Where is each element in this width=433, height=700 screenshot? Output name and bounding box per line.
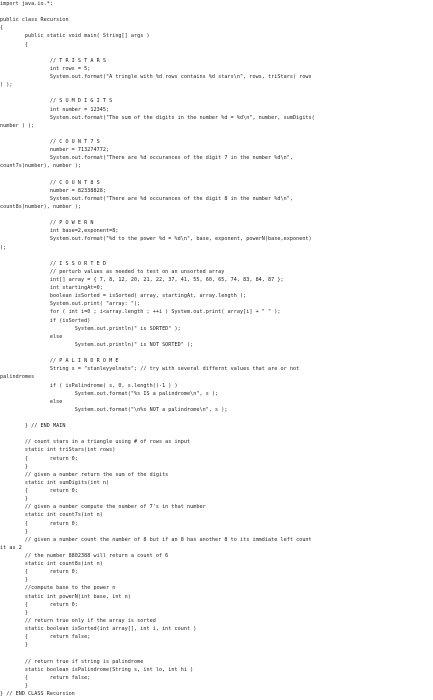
code-line: else [0, 333, 63, 340]
code-line: } [0, 528, 29, 535]
code-line: public static void main( String[] args ) [0, 33, 150, 40]
code-line: boolean isSorted = isSorted( array, startingAt, array.length ); [0, 293, 247, 300]
code-line: System.out.format("There are %d occurances of the digit 7 in the number %d\n", [0, 155, 293, 162]
code-line: for ( int i=0 ; i<array.length ; ++i ) System.out.print( array[i] + " " ); [0, 309, 281, 316]
code-line: count7s(number), number ); [0, 163, 82, 170]
code-line: int number = 12345; [0, 106, 110, 113]
code-line: static int triStars(int rows) [0, 447, 116, 454]
code-line: static boolean isPalindrome(String s, int lo, int hi ) [0, 666, 194, 673]
code-line: // count stars in a triangle using # of rows as input [0, 439, 191, 446]
code-line: // C O U N T 7 S [0, 139, 100, 145]
code-line: // given a number count the number of 8 but if an 8 has another 8 to its immdiate left count [0, 536, 312, 543]
code-line: } // END MAIN [0, 423, 66, 430]
code-line: } [0, 609, 29, 616]
code-line: palindromes [0, 374, 35, 381]
code-line: // S U M D I G I T S [0, 98, 113, 105]
code-line: // given a number return the sum of the digits [0, 471, 169, 478]
code-line: int rows = 5; [0, 65, 91, 72]
code-line: System.out.println(" is SORTED" ); [0, 325, 181, 332]
code-line: { return false; [0, 634, 91, 641]
code-line: // return true only if the array is sorted [0, 617, 156, 624]
code-line: number = 713274772; [0, 147, 110, 154]
code-line: System.out.format("\n%s NOT a palindrome\n", s ); [0, 406, 228, 413]
code-line: // I S S O R T E D [0, 260, 106, 267]
code-line: static int count7s(int n) [0, 512, 103, 519]
code-line: } // END CLASS Recursion [0, 691, 75, 697]
code-line: // T R I S T A R S [0, 57, 106, 64]
code-line: // return true if string is palindrome [0, 658, 144, 665]
code-line: { return 0; [0, 569, 78, 576]
code-line: int base=2,exponent=8; [0, 228, 119, 235]
code-line: if (isSorted) [0, 317, 91, 324]
code-line: System.out.format("The sum of the digits in the number %d = %d\n", number, sumDigits( [0, 114, 315, 121]
code-line: { return false; [0, 674, 91, 681]
code-line: { [0, 41, 29, 48]
code-line: number = 82338828; [0, 187, 106, 194]
code-line: it as 2 [0, 544, 22, 551]
code-line: static int powerN(int base, int n) [0, 593, 131, 600]
code-line: { return 0; [0, 520, 78, 527]
code-line: // the number 8802388 will return a count of 6 [0, 553, 169, 559]
code-line: } [0, 463, 29, 470]
code-line: import java.io.*; [0, 1, 53, 7]
code-line: } [0, 642, 29, 649]
code-line: int[] array = { 7, 8, 12, 20, 21, 22, 37, 41, 55, 60, 65, 74, 83, 84, 87 }; [0, 277, 284, 283]
code-line: System.out.format("A tringle with %d rows contains %d stars\n", rows, triStars( rows [0, 74, 312, 81]
code-line: } [0, 496, 29, 503]
code-line: number ) ); [0, 122, 35, 129]
code-line: // perturb values as needed to test on an unsorted array [0, 268, 225, 275]
code-line: { return 0; [0, 488, 78, 495]
code-line: // P O W E R N [0, 220, 94, 227]
code-line: System.out.print( "array: "); [0, 301, 141, 308]
code-line: // C O U N T 8 S [0, 179, 100, 186]
code-line: // given a number compute the number of 7's in that number [0, 504, 206, 511]
code-line: count8s(number), number ); [0, 203, 82, 210]
code-line: { return 0; [0, 601, 78, 608]
code-line: System.out.format("%d to the power %d = %d\n", base, exponent, powerN(base,exponent) [0, 236, 312, 243]
code-line: System.out.format("There are %d occurances of the digit 8 in the number %d\n", [0, 195, 293, 202]
code-line: ) ); [0, 82, 13, 89]
code-line: } [0, 577, 29, 584]
code-line: } [0, 682, 29, 689]
code-line: static boolean isSorted(int array[], int i, int count ) [0, 626, 197, 633]
code-line: if ( isPalindrome( s, 0, s.length()-1 ) ) [0, 382, 178, 389]
code-line: { return 0; [0, 455, 78, 462]
code-line: ); [0, 244, 7, 251]
code-line: public class Recursion [0, 17, 69, 24]
code-line: // P A L I N D R O M E [0, 358, 119, 365]
code-line: else [0, 398, 63, 405]
code-line: System.out.println(" is NOT SORTED" ); [0, 341, 194, 348]
code-line: static int sumDigits(int n) [0, 479, 110, 486]
code-line: //compute base to the power n [0, 585, 116, 592]
code-line: int startingAt=0; [0, 285, 103, 292]
code-line: { [0, 25, 4, 32]
code-line: static int count8s(int n) [0, 561, 103, 568]
code-line: System.out.format("%s IS a palindrome\n", s ); [0, 390, 219, 397]
code-line: String s = "stanleyyelnats"; // try with several differnt values that are or not [0, 366, 300, 373]
